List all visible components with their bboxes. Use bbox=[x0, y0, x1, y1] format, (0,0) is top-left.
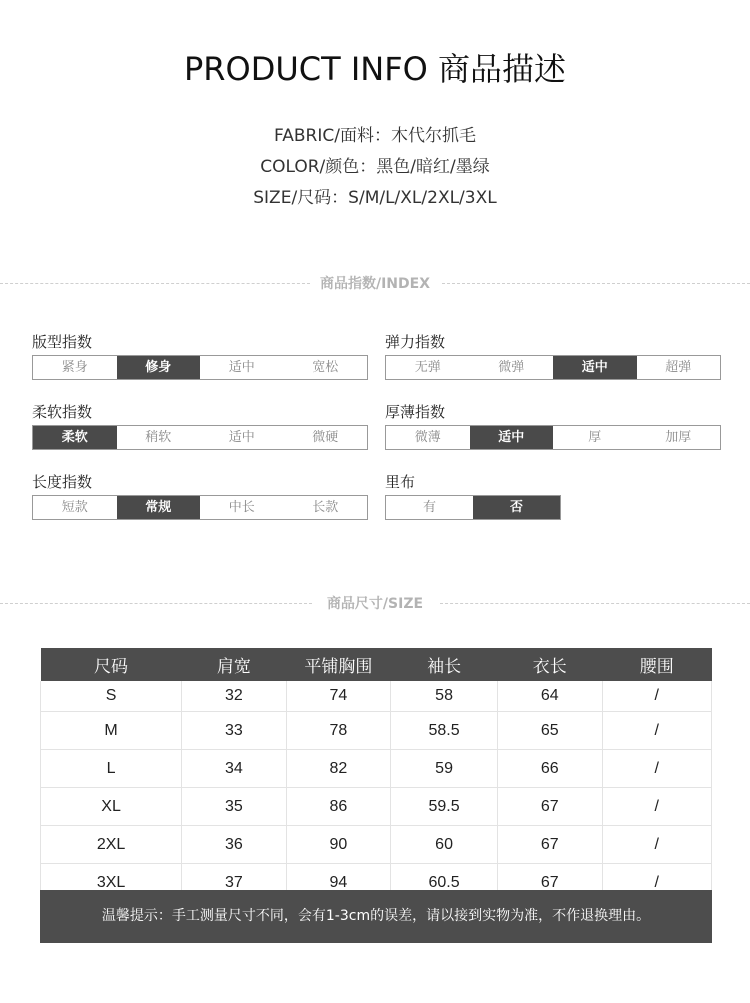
size-section-label: 商品尺寸/SIZE bbox=[326, 596, 424, 612]
thickness-option: 微薄 bbox=[414, 430, 441, 445]
table-cell: 66 bbox=[497, 750, 602, 788]
table-row bbox=[41, 750, 712, 788]
size-table-header-cell: 尺码 bbox=[41, 648, 182, 681]
thickness-index bbox=[385, 401, 721, 450]
soft-option: 柔软 bbox=[33, 426, 117, 449]
table-cell: 32 bbox=[182, 681, 287, 712]
table-cell: 67 bbox=[497, 864, 602, 902]
table-cell: 78 bbox=[286, 712, 391, 750]
lining-option: 有 bbox=[422, 500, 436, 515]
table-cell: 90 bbox=[286, 826, 391, 864]
index-section-label: 商品指数/INDEX bbox=[319, 276, 431, 292]
table-cell: / bbox=[602, 681, 712, 712]
length-index-label: 长度指数 bbox=[32, 473, 93, 491]
length-option: 长款 bbox=[312, 500, 339, 515]
table-row bbox=[41, 788, 712, 826]
table-cell: 67 bbox=[497, 826, 602, 864]
table-cell: 86 bbox=[286, 788, 391, 826]
table-cell: 67 bbox=[497, 788, 602, 826]
color-info: COLOR/颜色：黑色/暗红/墨绿 bbox=[260, 157, 490, 177]
fit-index bbox=[32, 331, 368, 380]
table-cell: 34 bbox=[182, 750, 287, 788]
size-table-header bbox=[41, 648, 712, 681]
fit-option: 紧身 bbox=[61, 360, 88, 375]
table-cell: 37 bbox=[182, 864, 287, 902]
elastic-index-label: 弹力指数 bbox=[385, 333, 446, 351]
length-option: 常规 bbox=[117, 496, 201, 519]
table-cell: 58.5 bbox=[391, 712, 498, 750]
lining-index-label: 里布 bbox=[385, 473, 416, 491]
table-cell: 35 bbox=[182, 788, 287, 826]
fit-index-label: 版型指数 bbox=[32, 333, 93, 351]
table-cell: 60 bbox=[391, 826, 498, 864]
soft-option: 稍软 bbox=[145, 430, 172, 445]
thickness-index-label: 厚薄指数 bbox=[385, 403, 446, 421]
table-cell: 82 bbox=[286, 750, 391, 788]
size-divider bbox=[0, 593, 750, 613]
fit-index-bar bbox=[32, 355, 368, 380]
elastic-option: 无弹 bbox=[414, 360, 441, 375]
table-cell: / bbox=[602, 750, 712, 788]
table-row bbox=[41, 826, 712, 864]
size-table-header-cell: 肩宽 bbox=[182, 648, 287, 681]
fit-option: 适中 bbox=[228, 360, 255, 375]
table-cell: 58 bbox=[391, 681, 498, 712]
notice-banner: 温馨提示：手工测量尺寸不同，会有1-3cm的误差，请以接到实物为准，不作退换理由。 bbox=[40, 890, 712, 943]
table-cell: 64 bbox=[497, 681, 602, 712]
fit-option: 修身 bbox=[117, 356, 201, 379]
table-cell: 2XL bbox=[41, 826, 182, 864]
table-cell: 65 bbox=[497, 712, 602, 750]
page-title: PRODUCT INFO 商品描述 bbox=[184, 50, 566, 88]
size-info: SIZE/尺码：S/M/L/XL/2XL/3XL bbox=[253, 188, 497, 208]
size-table bbox=[40, 648, 712, 902]
index-divider bbox=[0, 273, 750, 293]
table-cell: / bbox=[602, 788, 712, 826]
soft-option: 适中 bbox=[228, 430, 255, 445]
elastic-option: 超弹 bbox=[665, 360, 692, 375]
length-index bbox=[32, 471, 368, 520]
fabric-info: FABRIC/面料：木代尔抓毛 bbox=[274, 126, 476, 146]
table-cell: 36 bbox=[182, 826, 287, 864]
lining-option: 否 bbox=[473, 496, 560, 519]
table-cell: 59.5 bbox=[391, 788, 498, 826]
lining-index-bar bbox=[385, 495, 561, 520]
length-index-bar bbox=[32, 495, 368, 520]
table-cell: M bbox=[41, 712, 182, 750]
table-cell: 3XL bbox=[41, 864, 182, 902]
lining-index bbox=[385, 471, 561, 520]
thickness-option: 适中 bbox=[470, 426, 554, 449]
table-cell: 60.5 bbox=[391, 864, 498, 902]
size-table-body bbox=[41, 681, 712, 902]
table-row bbox=[41, 681, 712, 712]
table-cell: 94 bbox=[286, 864, 391, 902]
soft-option: 微硬 bbox=[312, 430, 339, 445]
thickness-option: 加厚 bbox=[665, 430, 692, 445]
size-table-header-cell: 衣长 bbox=[497, 648, 602, 681]
size-table-header-cell: 平铺胸围 bbox=[286, 648, 391, 681]
soft-index-bar bbox=[32, 425, 368, 450]
elastic-index bbox=[385, 331, 721, 380]
thickness-option: 厚 bbox=[588, 430, 602, 445]
table-cell: XL bbox=[41, 788, 182, 826]
length-option: 中长 bbox=[228, 500, 255, 515]
table-cell: 59 bbox=[391, 750, 498, 788]
elastic-option: 适中 bbox=[553, 356, 637, 379]
soft-index-label: 柔软指数 bbox=[32, 403, 93, 421]
elastic-option: 微弹 bbox=[498, 360, 525, 375]
table-cell: S bbox=[41, 681, 182, 712]
table-cell: L bbox=[41, 750, 182, 788]
soft-index bbox=[32, 401, 368, 450]
size-table-header-cell: 腰围 bbox=[602, 648, 712, 681]
table-row bbox=[41, 712, 712, 750]
table-cell: / bbox=[602, 826, 712, 864]
table-cell: / bbox=[602, 712, 712, 750]
table-cell: 33 bbox=[182, 712, 287, 750]
thickness-index-bar bbox=[385, 425, 721, 450]
table-cell: 74 bbox=[286, 681, 391, 712]
elastic-index-bar bbox=[385, 355, 721, 380]
size-table-header-cell: 袖长 bbox=[391, 648, 498, 681]
fit-option: 宽松 bbox=[312, 360, 339, 375]
length-option: 短款 bbox=[61, 500, 88, 515]
table-cell: / bbox=[602, 864, 712, 902]
